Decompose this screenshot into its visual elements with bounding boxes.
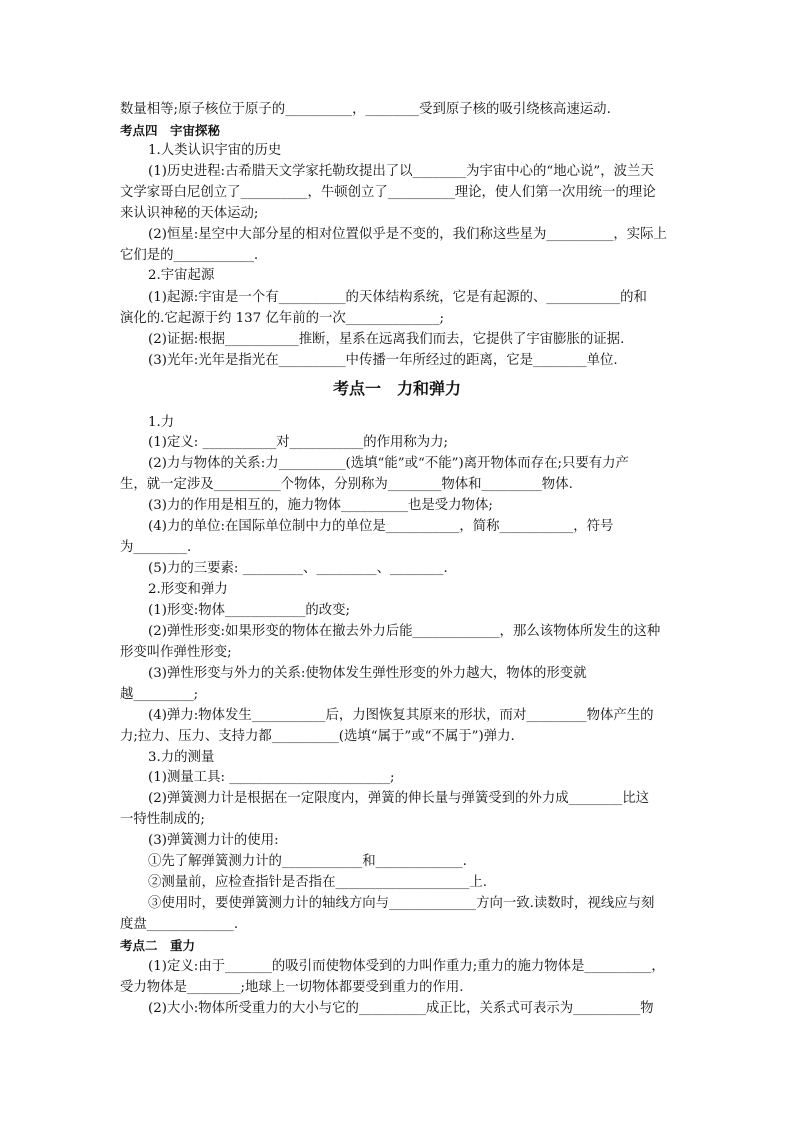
text-line: 来认识神秘的天体运动;: [120, 206, 259, 221]
text-line: (3)弹簧测力计的使用:: [148, 833, 279, 848]
text-line: (1)起源:宇宙是一个有__________的天体结构系统，它是有起源的、___________的和: [148, 290, 647, 305]
text-line: 越_________;: [120, 687, 199, 702]
text-line: 形变叫作弹性形变;: [120, 645, 232, 660]
text-line: 受力物体是________;地球上一切物体都要受到重力的作用.: [120, 980, 464, 995]
text-line: 1.力: [148, 415, 175, 430]
text-line: (2)大小:物体所受重力的大小与它的__________成正比，关系式可表示为__________物: [148, 1001, 654, 1016]
text-line: (2)恒星:星空中大部分星的相对位置似乎是不变的，我们称这些星为__________，实际上: [148, 227, 667, 242]
text-line: ③使用时，要使弹簧测力计的轴线方向与_____________方向一致.读数时，视线应与刻: [148, 896, 655, 911]
section-title: 考点一 力和弹力: [332, 379, 461, 398]
text-line: (1)测量工具: ________________________;: [148, 770, 395, 785]
text-line: (3)弹性形变与外力的关系:使物体发生弹性形变的外力越大，物体的形变就: [148, 666, 587, 681]
text-line: 为________.: [120, 540, 192, 555]
text-line: (5)力的三要素: _________、_________、________.: [148, 561, 448, 576]
text-line: 一特性制成的;: [120, 812, 205, 827]
text-line: 2.形变和弹力: [148, 582, 228, 597]
text-line: (3)光年:光年是指光在__________中传播一年所经过的距离，它是________单位.: [148, 353, 618, 368]
text-line: 数量相等;原子核位于原子的__________，________受到原子核的吸引绕核高速运动.: [120, 102, 611, 117]
text-line: 3.力的测量: [148, 750, 215, 765]
text-line: (1)历史进程:古希腊天文学家托勒玫提出了以________为宇宙中心的“地心说”，波兰天: [148, 164, 654, 179]
text-line: 力;拉力、压力、支持力都__________(选填“属于”或“不属于”)弹力.: [120, 729, 515, 744]
text-line: (1)形变:物体____________的改变;: [148, 603, 351, 618]
text-line: 2.宇宙起源: [148, 268, 215, 283]
text-line: 1.人类认识宇宙的历史: [148, 143, 282, 158]
text-line: (2)证据:根据___________推断，星系在远离我们而去，它提供了宇宙膨胀的证据.: [148, 332, 625, 347]
text-line: (4)力的单位:在国际单位制中力的单位是___________，简称___________，符号: [148, 519, 614, 534]
text-line: (2)弹性形变:如果形变的物体在撤去外力后能_____________，那么该物体所发生的这种: [148, 624, 661, 639]
text-line: 文学家哥白尼创立了__________，牛顿创立了__________理论，使人们第一次用统一的理论: [120, 185, 656, 200]
text-line: ②测量前，应检查指针是否指在____________________上.: [148, 875, 488, 890]
text-line: (4)弹力:物体发生___________后，力图恢复其原来的形状，而对_________物体产生的: [148, 708, 654, 723]
text-line: (2)力与物体的关系:力__________(选填“能”或“不能”)离开物体而存在;只要有力产: [148, 456, 629, 471]
text-line: (3)力的作用是相互的，施力物体__________也是受力物体;: [148, 498, 493, 513]
text-line: (1)定义: ___________对___________的作用称为力;: [148, 435, 449, 450]
text-line: ①先了解弹簧测力计的____________和_____________.: [148, 854, 467, 869]
text-line: 生，就一定涉及__________个物体，分别称为________物体和_________物体.: [120, 477, 573, 492]
text-line: (2)弹簧测力计是根据在一定限度内，弹簧的伸长量与弹簧受到的外力成________比这: [148, 791, 650, 806]
text-line: 考点二 重力: [120, 938, 196, 953]
text-line: 考点四 宇宙探秘: [120, 123, 221, 138]
text-line: 它们是的____________.: [120, 248, 259, 263]
text-line: (1)定义:由于_______的吸引而使物体受到的力叫作重力;重力的施力物体是__________，: [148, 959, 665, 974]
text-line: 演化的.它起源于约 137 亿年前的一次______________;: [120, 311, 445, 326]
text-line: 度盘_____________.: [120, 917, 239, 932]
